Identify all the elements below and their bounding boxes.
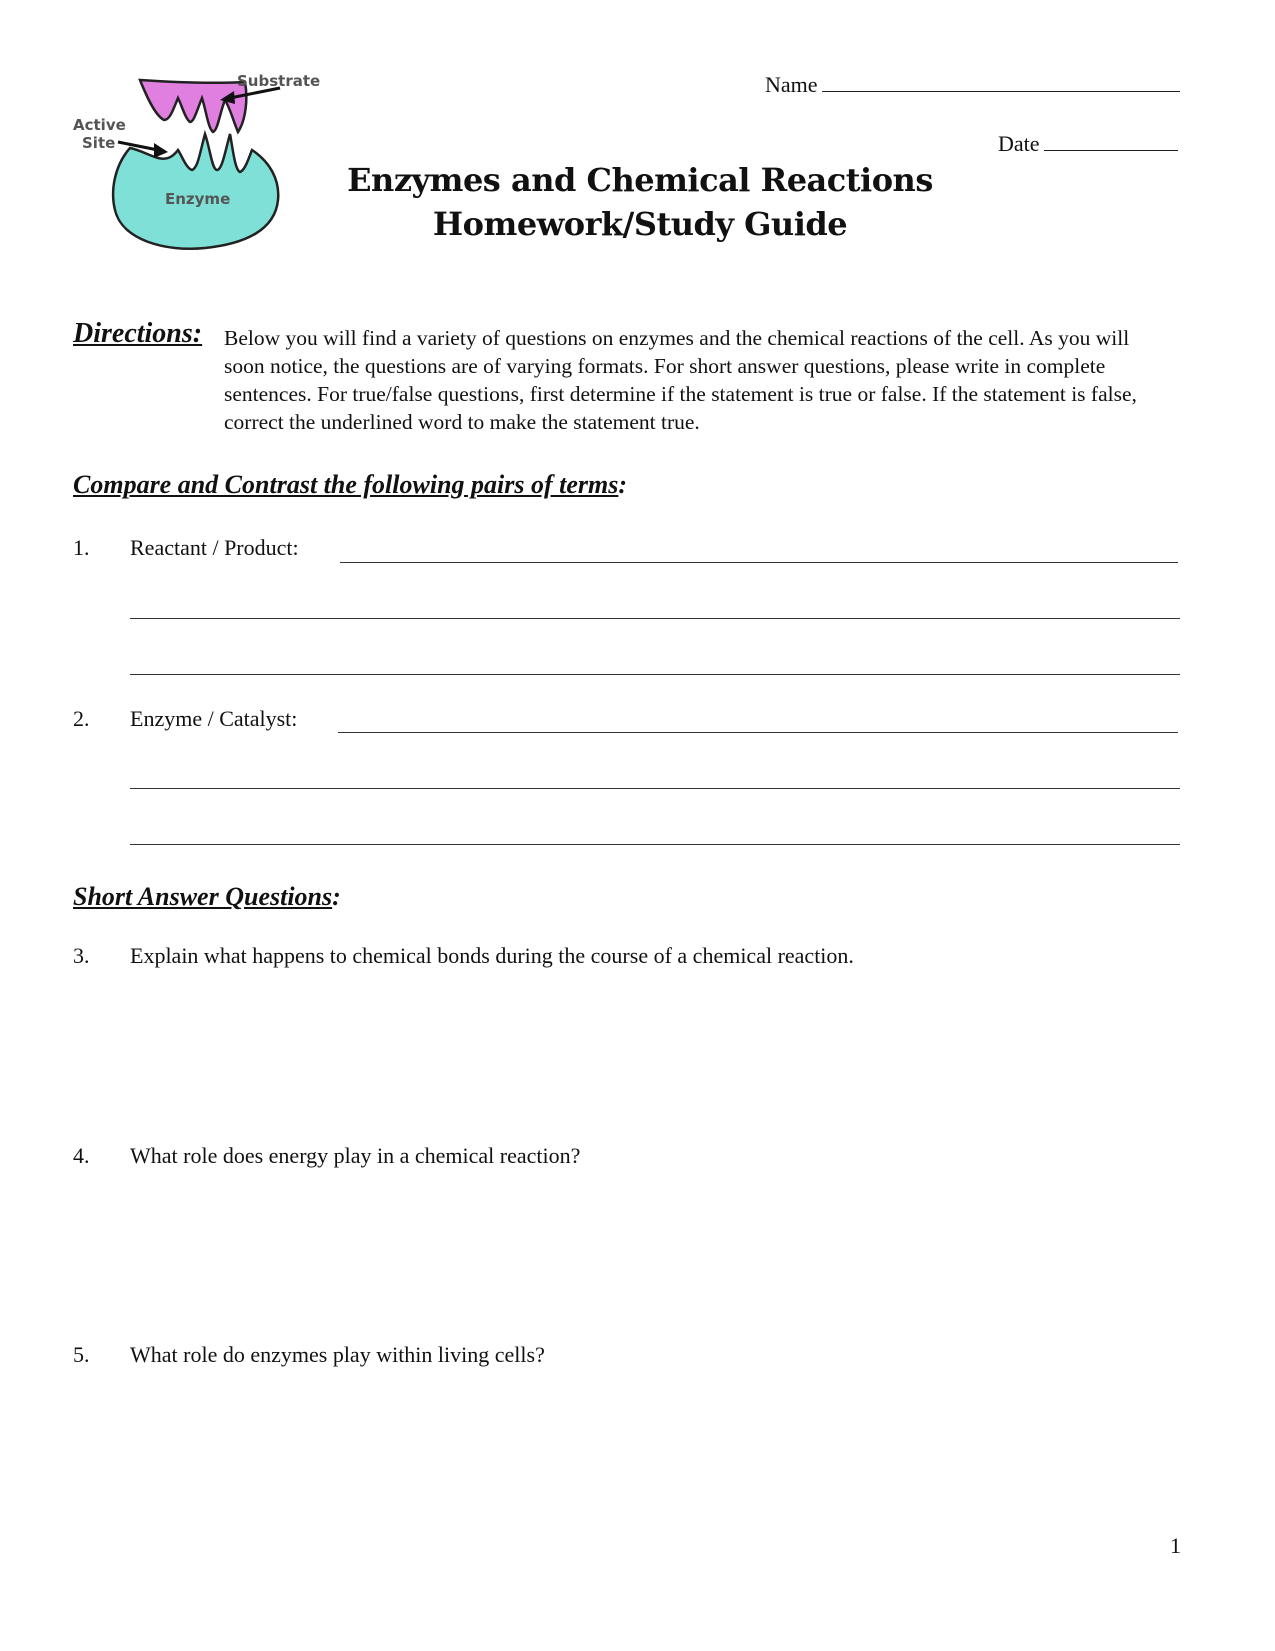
- compare-heading-text: Compare and Contrast the following pairs of terms: [73, 470, 619, 499]
- name-field[interactable]: [765, 72, 1180, 98]
- active-site-arrow: [118, 142, 158, 150]
- question-5-text: What role do enzymes play within living cells?: [130, 1342, 545, 1367]
- active-site-label-line1: Active: [73, 116, 126, 134]
- enzyme-label: Enzyme: [165, 190, 231, 208]
- date-blank-line[interactable]: [1044, 149, 1178, 151]
- answer-line-2a[interactable]: [338, 732, 1178, 733]
- title-line-2: Homework/Study Guide: [432, 205, 848, 243]
- question-2-text: Enzyme / Catalyst:: [130, 706, 298, 731]
- substrate-shape: [140, 80, 246, 132]
- answer-line-2b[interactable]: [130, 788, 1180, 789]
- active-site-label-line2: Site: [82, 134, 116, 152]
- question-1-text: Reactant / Product:: [130, 535, 299, 560]
- page-title: [250, 158, 1030, 246]
- question-5-number: 5.: [73, 1342, 90, 1367]
- page-number: 1: [1170, 1533, 1181, 1558]
- answer-line-2c[interactable]: [130, 844, 1180, 845]
- directions-label: Directions:: [73, 318, 203, 349]
- date-field[interactable]: [998, 131, 1178, 157]
- directions-text: Below you will find a variety of questions on enzymes and the chemical reactions of the cell. As you will soon notice, the questions are of varying formats. For short answer questions, please write in complete sentences. For true/false questions, first determine if the statement is true or false. If the statement is false, correct the underlined word to make the statement true.: [224, 326, 1137, 434]
- answer-line-1b[interactable]: [130, 618, 1180, 619]
- short-answer-heading-text: Short Answer Questions: [73, 882, 333, 911]
- question-1-number: 1.: [73, 535, 90, 560]
- answer-line-1a[interactable]: [340, 562, 1178, 563]
- question-2-number: 2.: [73, 706, 90, 731]
- short-answer-heading-colon: :: [332, 882, 341, 911]
- substrate-label: Substrate: [237, 72, 321, 90]
- question-4-number: 4.: [73, 1143, 90, 1168]
- compare-section-heading: [73, 470, 627, 500]
- question-3-number: 3.: [73, 943, 90, 968]
- short-answer-section-heading: [73, 882, 341, 912]
- answer-line-1c[interactable]: [130, 674, 1180, 675]
- question-4-text: What role does energy play in a chemical reaction?: [130, 1143, 581, 1168]
- name-label: Name: [765, 72, 818, 97]
- compare-heading-colon: :: [618, 470, 628, 499]
- question-3-text: Explain what happens to chemical bonds during the course of a chemical reaction.: [130, 943, 854, 968]
- title-line-1: Enzymes and Chemical Reactions: [347, 161, 933, 199]
- active-site-arrowhead: [154, 143, 168, 158]
- name-blank-line[interactable]: [822, 90, 1180, 92]
- date-label: Date: [998, 131, 1040, 156]
